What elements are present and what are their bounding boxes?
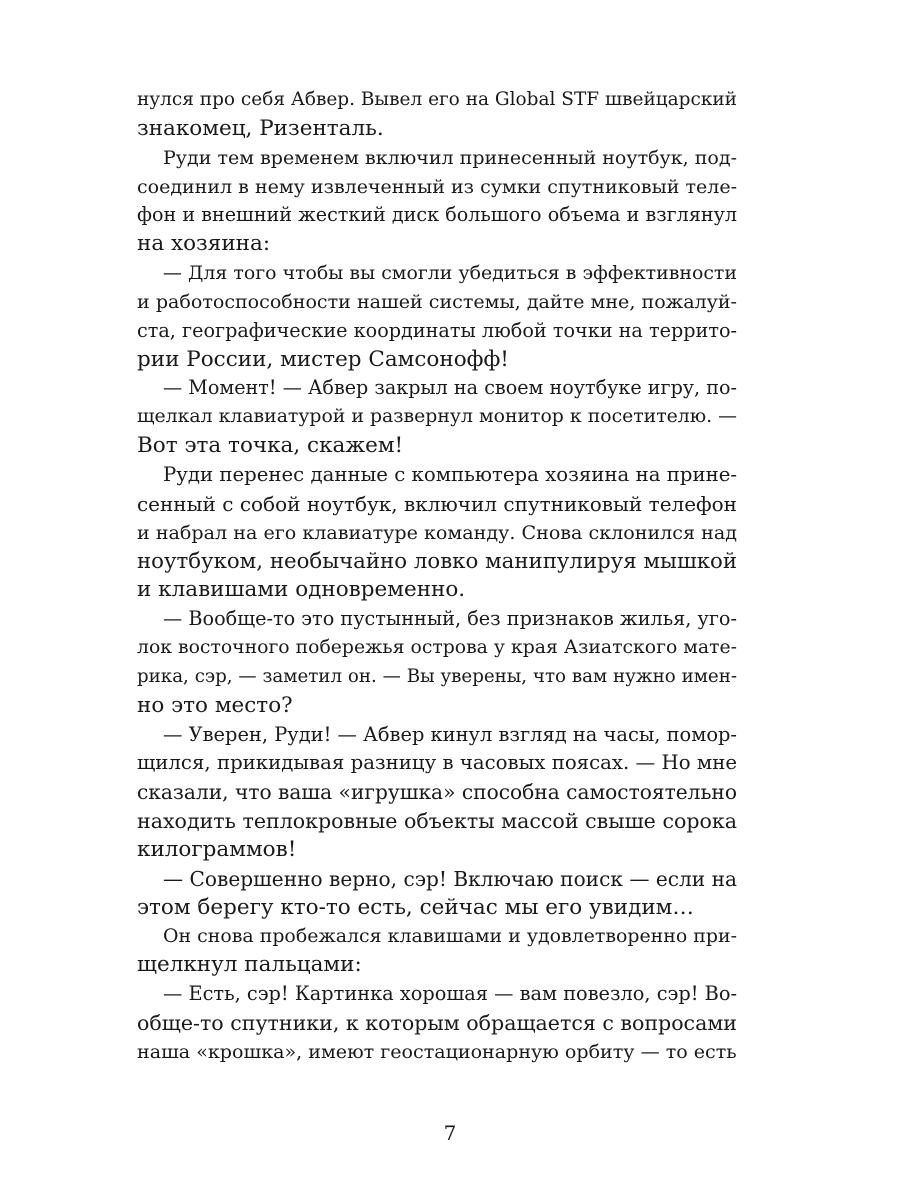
text-line: знакомец, Ризенталь. [137,115,384,141]
text-line: и клавишами одновременно. [137,577,466,603]
paragraph [137,605,737,720]
text-line: Руди перенес данные с компьютера хозяина на прине- [163,462,737,486]
text-line: щелкнул пальцами: [137,952,362,978]
text-line: наша «крошка», имеют геостационарную орбиту — то есть [137,1040,737,1063]
paragraph [137,259,737,374]
page-number: 7 [443,1121,457,1145]
text-line: щелкал клавиатурой и развернул монитор к посетителю. — [137,406,737,428]
paragraph [137,374,737,461]
text-line: этом берегу кто-то есть, сейчас мы его увидим… [137,894,694,920]
text-line: ста, географические координаты любой точки на террито- [137,318,737,342]
text-line: ноутбуком, необычайно ловко манипулируя мышкой [137,548,737,574]
text-line: — Совершенно верно, сэр! Включаю поиск — если на [163,866,737,891]
text-line: и набрал на его клавиатуре команду. Снова склонился над [137,520,737,544]
text-line: — Есть, сэр! Картинка хорошая — вам повезло, сэр! Во- [163,982,737,1006]
text-line: щился, прикидывая разницу в часовых поясах. — Но мне [137,751,737,775]
text-line: фон и внешний жесткий диск большого объема и взглянул [137,203,737,227]
text-line: — Момент! — Абвер закрыл на своем ноутбуке игру, по- [163,376,737,400]
text-line: нулся про себя Абвер. Вывел его на Global STF швейцарский [137,89,737,110]
paragraph [137,461,737,605]
body-text [137,86,737,1067]
text-line: на хозяина: [137,231,271,257]
text-line: сенный с собой ноутбук, включил спутниковый телефон [137,491,737,516]
text-line: — Для того чтобы вы смогли убедиться в эффективности [163,262,737,285]
paragraph [137,721,737,865]
paragraph [137,144,737,259]
text-line: Он снова пробежался клавишами и удовлетворенно при- [163,925,737,948]
text-line: — Уверен, Руди! — Абвер кинул взгляд на часы, помор- [163,722,737,746]
text-line: рии России, мистер Самсонофф! [137,346,509,372]
text-line: рика, сэр, — заметил он. — Вы уверены, что вам нужно имен- [137,665,737,687]
text-line: и работоспособности нашей системы, дайте мне, пожалуй- [137,290,737,313]
text-line: — Вообще-то это пустынный, без признаков жилья, уго- [163,607,737,631]
paragraph [137,865,737,923]
text-line: сказали, что ваша «игрушка» способна самостоятельно [137,780,737,805]
text-line: но это место? [137,692,293,718]
paragraph [137,922,737,980]
text-line: обще-то спутники, к которым обращается с вопросами [137,1011,737,1035]
paragraph [137,86,737,144]
paragraph [137,980,737,1067]
text-line: килограммов! [137,836,297,862]
text-line: соединил в нему извлеченный из сумки спутниковый теле- [137,175,737,198]
text-line: Вот эта точка, скажем! [137,433,404,459]
text-line: Руди тем временем включил принесенный ноутбук, под- [163,146,737,169]
text-line: лок восточного побережья острова у края Азиатского мате- [137,637,737,659]
text-line: находить теплокровные объекты массой свыше сорока [137,809,737,834]
